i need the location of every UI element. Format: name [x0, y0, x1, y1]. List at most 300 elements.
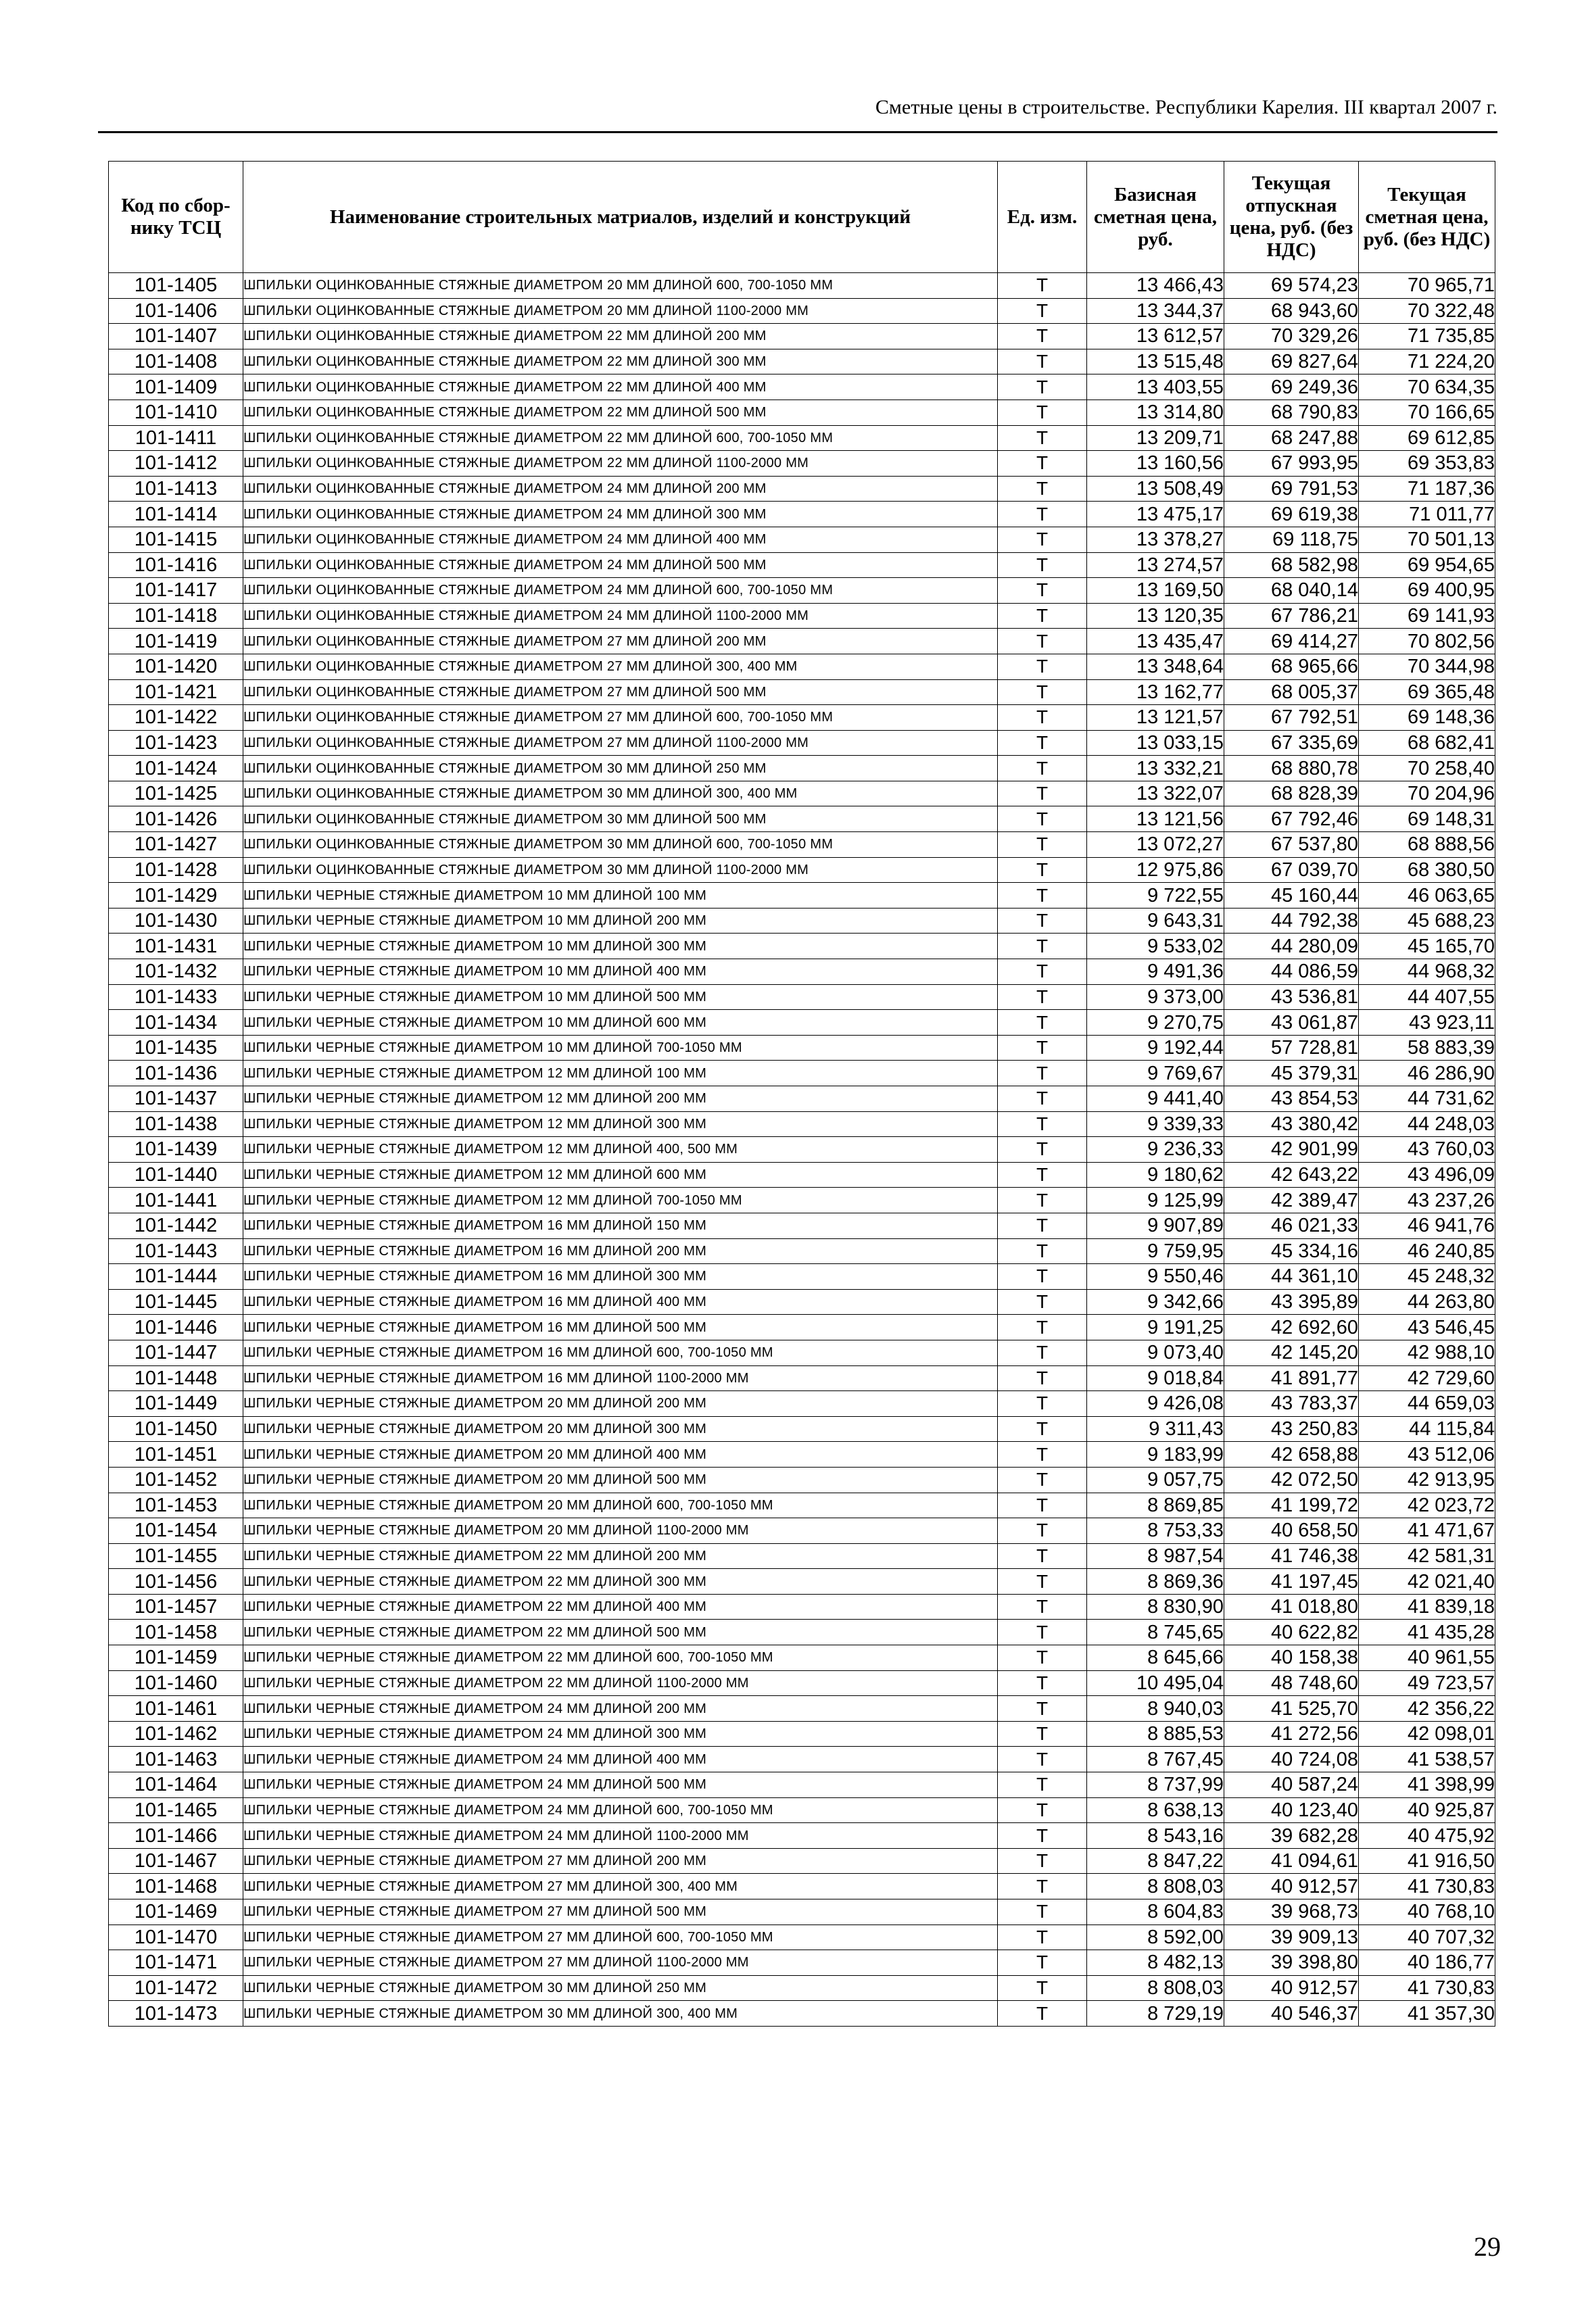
table-row [109, 1213, 1495, 1238]
cell-unit: Т [998, 806, 1087, 832]
cell-estimate-price: 40 475,92 [1359, 1823, 1495, 1849]
cell-estimate-price: 43 923,11 [1359, 1010, 1495, 1036]
cell-release-price: 42 692,60 [1224, 1315, 1359, 1340]
cell-estimate-price: 69 954,65 [1359, 552, 1495, 578]
cell-code: 101-1423 [109, 730, 243, 756]
cell-estimate-price: 40 186,77 [1359, 1950, 1495, 1976]
cell-release-price: 67 786,21 [1224, 603, 1359, 629]
cell-unit: Т [998, 1823, 1087, 1849]
cell-code: 101-1411 [109, 425, 243, 451]
cell-name: ШПИЛЬКИ ОЦИНКОВАННЫЕ СТЯЖНЫЕ ДИАМЕТРОМ 30 ММ ДЛИНОЙ 500 ММ [243, 806, 998, 832]
col-header-unit: Ед. изм. [998, 162, 1087, 273]
cell-release-price: 41 746,38 [1224, 1543, 1359, 1569]
cell-base-price: 8 808,03 [1087, 1874, 1224, 1899]
cell-code: 101-1455 [109, 1543, 243, 1569]
cell-base-price: 13 466,43 [1087, 273, 1224, 299]
cell-unit: Т [998, 1493, 1087, 1518]
table-row [109, 349, 1495, 374]
cell-code: 101-1462 [109, 1721, 243, 1747]
cell-name: ШПИЛЬКИ ЧЕРНЫЕ СТЯЖНЫЕ ДИАМЕТРОМ 12 ММ ДЛИНОЙ 400, 500 ММ [243, 1137, 998, 1163]
cell-code: 101-1448 [109, 1365, 243, 1391]
cell-base-price: 9 311,43 [1087, 1416, 1224, 1442]
cell-code: 101-1454 [109, 1518, 243, 1544]
table-row [109, 1670, 1495, 1696]
cell-code: 101-1439 [109, 1137, 243, 1163]
cell-base-price: 9 236,33 [1087, 1137, 1224, 1163]
cell-name: ШПИЛЬКИ ЧЕРНЫЕ СТЯЖНЫЕ ДИАМЕТРОМ 24 ММ ДЛИНОЙ 500 ММ [243, 1772, 998, 1798]
cell-name: ШПИЛЬКИ ЧЕРНЫЕ СТЯЖНЫЕ ДИАМЕТРОМ 27 ММ ДЛИНОЙ 300, 400 ММ [243, 1874, 998, 1899]
cell-release-price: 39 398,80 [1224, 1950, 1359, 1976]
cell-unit: Т [998, 1569, 1087, 1595]
cell-release-price: 68 965,66 [1224, 654, 1359, 679]
cell-base-price: 9 426,08 [1087, 1391, 1224, 1417]
cell-base-price: 8 847,22 [1087, 1848, 1224, 1874]
cell-base-price: 13 475,17 [1087, 502, 1224, 527]
cell-base-price: 9 125,99 [1087, 1188, 1224, 1213]
table-row [109, 806, 1495, 832]
table-row [109, 1365, 1495, 1391]
cell-estimate-price: 44 968,32 [1359, 959, 1495, 985]
cell-release-price: 67 335,69 [1224, 730, 1359, 756]
cell-base-price: 9 191,25 [1087, 1315, 1224, 1340]
cell-code: 101-1464 [109, 1772, 243, 1798]
cell-unit: Т [998, 1137, 1087, 1163]
cell-estimate-price: 46 941,76 [1359, 1213, 1495, 1238]
cell-base-price: 13 121,57 [1087, 705, 1224, 731]
cell-estimate-price: 69 365,48 [1359, 679, 1495, 705]
cell-release-price: 68 040,14 [1224, 578, 1359, 604]
cell-base-price: 13 169,50 [1087, 578, 1224, 604]
table-row [109, 400, 1495, 425]
cell-code: 101-1467 [109, 1848, 243, 1874]
table-row [109, 527, 1495, 552]
cell-unit: Т [998, 832, 1087, 858]
cell-base-price: 13 348,64 [1087, 654, 1224, 679]
cell-unit: Т [998, 527, 1087, 552]
cell-base-price: 8 604,83 [1087, 1899, 1224, 1925]
table-row [109, 476, 1495, 502]
cell-release-price: 41 199,72 [1224, 1493, 1359, 1518]
cell-base-price: 9 550,46 [1087, 1264, 1224, 1290]
cell-release-price: 43 061,87 [1224, 1010, 1359, 1036]
cell-name: ШПИЛЬКИ ОЦИНКОВАННЫЕ СТЯЖНЫЕ ДИАМЕТРОМ 30 ММ ДЛИНОЙ 1100-2000 ММ [243, 857, 998, 883]
cell-code: 101-1418 [109, 603, 243, 629]
cell-release-price: 40 912,57 [1224, 1874, 1359, 1899]
table-row [109, 502, 1495, 527]
cell-release-price: 42 643,22 [1224, 1162, 1359, 1188]
cell-base-price: 13 378,27 [1087, 527, 1224, 552]
cell-name: ШПИЛЬКИ ЧЕРНЫЕ СТЯЖНЫЕ ДИАМЕТРОМ 10 ММ ДЛИНОЙ 700-1050 ММ [243, 1035, 998, 1061]
cell-code: 101-1451 [109, 1442, 243, 1468]
cell-estimate-price: 42 913,95 [1359, 1467, 1495, 1493]
cell-estimate-price: 41 916,50 [1359, 1848, 1495, 1874]
cell-unit: Т [998, 705, 1087, 731]
table-row [109, 654, 1495, 679]
cell-release-price: 69 619,38 [1224, 502, 1359, 527]
cell-code: 101-1412 [109, 451, 243, 477]
cell-release-price: 43 783,37 [1224, 1391, 1359, 1417]
cell-estimate-price: 44 248,03 [1359, 1111, 1495, 1137]
cell-estimate-price: 49 723,57 [1359, 1670, 1495, 1696]
cell-base-price: 9 180,62 [1087, 1162, 1224, 1188]
cell-code: 101-1456 [109, 1569, 243, 1595]
table-row [109, 832, 1495, 858]
cell-name: ШПИЛЬКИ ЧЕРНЫЕ СТЯЖНЫЕ ДИАМЕТРОМ 24 ММ ДЛИНОЙ 600, 700-1050 ММ [243, 1797, 998, 1823]
cell-unit: Т [998, 654, 1087, 679]
cell-unit: Т [998, 1416, 1087, 1442]
cell-estimate-price: 41 538,57 [1359, 1747, 1495, 1772]
cell-code: 101-1406 [109, 298, 243, 324]
cell-base-price: 9 183,99 [1087, 1442, 1224, 1468]
cell-release-price: 44 086,59 [1224, 959, 1359, 985]
cell-name: ШПИЛЬКИ ЧЕРНЫЕ СТЯЖНЫЕ ДИАМЕТРОМ 20 ММ ДЛИНОЙ 400 ММ [243, 1442, 998, 1468]
cell-release-price: 68 247,88 [1224, 425, 1359, 451]
cell-release-price: 69 574,23 [1224, 273, 1359, 299]
header-rule [98, 131, 1497, 133]
cell-release-price: 42 901,99 [1224, 1137, 1359, 1163]
cell-name: ШПИЛЬКИ ОЦИНКОВАННЫЕ СТЯЖНЫЕ ДИАМЕТРОМ 22 ММ ДЛИНОЙ 600, 700-1050 ММ [243, 425, 998, 451]
cell-unit: Т [998, 324, 1087, 349]
cell-estimate-price: 43 760,03 [1359, 1137, 1495, 1163]
cell-unit: Т [998, 1467, 1087, 1493]
table-row [109, 857, 1495, 883]
cell-estimate-price: 69 612,85 [1359, 425, 1495, 451]
table-row [109, 1924, 1495, 1950]
table-row [109, 959, 1495, 985]
cell-code: 101-1468 [109, 1874, 243, 1899]
cell-code: 101-1449 [109, 1391, 243, 1417]
table-row [109, 1721, 1495, 1747]
table-row [109, 1797, 1495, 1823]
cell-code: 101-1472 [109, 1975, 243, 2001]
cell-unit: Т [998, 959, 1087, 985]
cell-name: ШПИЛЬКИ ЧЕРНЫЕ СТЯЖНЫЕ ДИАМЕТРОМ 27 ММ ДЛИНОЙ 500 ММ [243, 1899, 998, 1925]
table-row [109, 298, 1495, 324]
col-header-code: Код по сбор-нику ТСЦ [109, 162, 243, 273]
col-header-estimate-price: Текущая сметная цена, руб. (без НДС) [1359, 162, 1495, 273]
table-row [109, 578, 1495, 604]
cell-estimate-price: 45 688,23 [1359, 908, 1495, 934]
cell-base-price: 13 162,77 [1087, 679, 1224, 705]
cell-code: 101-1453 [109, 1493, 243, 1518]
cell-code: 101-1435 [109, 1035, 243, 1061]
cell-base-price: 9 769,67 [1087, 1061, 1224, 1086]
cell-estimate-price: 41 839,18 [1359, 1594, 1495, 1620]
cell-estimate-price: 46 240,85 [1359, 1238, 1495, 1264]
cell-estimate-price: 41 730,83 [1359, 1874, 1495, 1899]
cell-name: ШПИЛЬКИ ЧЕРНЫЕ СТЯЖНЫЕ ДИАМЕТРОМ 16 ММ ДЛИНОЙ 500 ММ [243, 1315, 998, 1340]
cell-release-price: 40 912,57 [1224, 1975, 1359, 2001]
cell-base-price: 13 515,48 [1087, 349, 1224, 374]
table-row [109, 1645, 1495, 1671]
cell-code: 101-1450 [109, 1416, 243, 1442]
cell-estimate-price: 41 398,99 [1359, 1772, 1495, 1798]
cell-name: ШПИЛЬКИ ЧЕРНЫЕ СТЯЖНЫЕ ДИАМЕТРОМ 22 ММ ДЛИНОЙ 400 ММ [243, 1594, 998, 1620]
cell-code: 101-1414 [109, 502, 243, 527]
cell-base-price: 13 033,15 [1087, 730, 1224, 756]
cell-unit: Т [998, 1010, 1087, 1036]
cell-name: ШПИЛЬКИ ОЦИНКОВАННЫЕ СТЯЖНЫЕ ДИАМЕТРОМ 22 ММ ДЛИНОЙ 300 ММ [243, 349, 998, 374]
cell-code: 101-1422 [109, 705, 243, 731]
table-row [109, 1391, 1495, 1417]
cell-unit: Т [998, 857, 1087, 883]
cell-estimate-price: 44 659,03 [1359, 1391, 1495, 1417]
cell-estimate-price: 42 098,01 [1359, 1721, 1495, 1747]
cell-base-price: 8 737,99 [1087, 1772, 1224, 1798]
cell-code: 101-1446 [109, 1315, 243, 1340]
cell-code: 101-1461 [109, 1696, 243, 1722]
cell-code: 101-1463 [109, 1747, 243, 1772]
cell-estimate-price: 69 141,93 [1359, 603, 1495, 629]
cell-base-price: 8 885,53 [1087, 1721, 1224, 1747]
cell-unit: Т [998, 298, 1087, 324]
cell-name: ШПИЛЬКИ ОЦИНКОВАННЫЕ СТЯЖНЫЕ ДИАМЕТРОМ 22 ММ ДЛИНОЙ 1100-2000 ММ [243, 451, 998, 477]
cell-unit: Т [998, 1594, 1087, 1620]
cell-base-price: 9 192,44 [1087, 1035, 1224, 1061]
cell-code: 101-1430 [109, 908, 243, 934]
table-row [109, 273, 1495, 299]
cell-name: ШПИЛЬКИ ЧЕРНЫЕ СТЯЖНЫЕ ДИАМЕТРОМ 22 ММ ДЛИНОЙ 1100-2000 ММ [243, 1670, 998, 1696]
cell-code: 101-1413 [109, 476, 243, 502]
cell-estimate-price: 44 731,62 [1359, 1086, 1495, 1112]
cell-code: 101-1415 [109, 527, 243, 552]
cell-name: ШПИЛЬКИ ЧЕРНЫЕ СТЯЖНЫЕ ДИАМЕТРОМ 12 ММ ДЛИНОЙ 200 ММ [243, 1086, 998, 1112]
col-header-release-price: Текущая отпускная цена, руб. (без НДС) [1224, 162, 1359, 273]
cell-release-price: 57 728,81 [1224, 1035, 1359, 1061]
cell-unit: Т [998, 1950, 1087, 1976]
cell-code: 101-1452 [109, 1467, 243, 1493]
cell-release-price: 44 792,38 [1224, 908, 1359, 934]
cell-release-price: 70 329,26 [1224, 324, 1359, 349]
cell-unit: Т [998, 908, 1087, 934]
table-row [109, 1010, 1495, 1036]
cell-code: 101-1405 [109, 273, 243, 299]
cell-base-price: 9 907,89 [1087, 1213, 1224, 1238]
cell-name: ШПИЛЬКИ ЧЕРНЫЕ СТЯЖНЫЕ ДИАМЕТРОМ 20 ММ ДЛИНОЙ 300 ММ [243, 1416, 998, 1442]
cell-release-price: 40 622,82 [1224, 1620, 1359, 1645]
cell-name: ШПИЛЬКИ ЧЕРНЫЕ СТЯЖНЫЕ ДИАМЕТРОМ 22 ММ ДЛИНОЙ 600, 700-1050 ММ [243, 1645, 998, 1671]
cell-code: 101-1444 [109, 1264, 243, 1290]
cell-name: ШПИЛЬКИ ОЦИНКОВАННЫЕ СТЯЖНЫЕ ДИАМЕТРОМ 24 ММ ДЛИНОЙ 600, 700-1050 ММ [243, 578, 998, 604]
cell-estimate-price: 40 961,55 [1359, 1645, 1495, 1671]
cell-release-price: 40 587,24 [1224, 1772, 1359, 1798]
cell-release-price: 67 792,51 [1224, 705, 1359, 731]
table-row [109, 1467, 1495, 1493]
cell-code: 101-1424 [109, 756, 243, 781]
cell-base-price: 9 373,00 [1087, 984, 1224, 1010]
cell-estimate-price: 70 166,65 [1359, 400, 1495, 425]
cell-unit: Т [998, 502, 1087, 527]
cell-base-price: 13 612,57 [1087, 324, 1224, 349]
table-row [109, 1188, 1495, 1213]
table-row [109, 756, 1495, 781]
cell-unit: Т [998, 1061, 1087, 1086]
table-row [109, 1315, 1495, 1340]
cell-code: 101-1443 [109, 1238, 243, 1264]
cell-base-price: 8 638,13 [1087, 1797, 1224, 1823]
cell-name: ШПИЛЬКИ ЧЕРНЫЕ СТЯЖНЫЕ ДИАМЕТРОМ 10 ММ ДЛИНОЙ 600 ММ [243, 1010, 998, 1036]
cell-base-price: 13 344,37 [1087, 298, 1224, 324]
cell-unit: Т [998, 1620, 1087, 1645]
cell-name: ШПИЛЬКИ ЧЕРНЫЕ СТЯЖНЫЕ ДИАМЕТРОМ 12 ММ ДЛИНОЙ 300 ММ [243, 1111, 998, 1137]
cell-unit: Т [998, 1899, 1087, 1925]
cell-unit: Т [998, 934, 1087, 959]
table-row [109, 934, 1495, 959]
cell-name: ШПИЛЬКИ ЧЕРНЫЕ СТЯЖНЫЕ ДИАМЕТРОМ 22 ММ ДЛИНОЙ 500 ММ [243, 1620, 998, 1645]
cell-name: ШПИЛЬКИ ЧЕРНЫЕ СТЯЖНЫЕ ДИАМЕТРОМ 16 ММ ДЛИНОЙ 600, 700-1050 ММ [243, 1340, 998, 1365]
cell-base-price: 8 592,00 [1087, 1924, 1224, 1950]
table-row [109, 1594, 1495, 1620]
cell-name: ШПИЛЬКИ ЧЕРНЫЕ СТЯЖНЫЕ ДИАМЕТРОМ 27 ММ ДЛИНОЙ 1100-2000 ММ [243, 1950, 998, 1976]
cell-release-price: 41 272,56 [1224, 1721, 1359, 1747]
cell-base-price: 9 339,33 [1087, 1111, 1224, 1137]
cell-estimate-price: 45 248,32 [1359, 1264, 1495, 1290]
cell-unit: Т [998, 1924, 1087, 1950]
cell-unit: Т [998, 273, 1087, 299]
cell-estimate-price: 42 581,31 [1359, 1543, 1495, 1569]
cell-estimate-price: 44 407,55 [1359, 984, 1495, 1010]
table-row [109, 1442, 1495, 1468]
cell-estimate-price: 68 888,56 [1359, 832, 1495, 858]
cell-name: ШПИЛЬКИ ЧЕРНЫЕ СТЯЖНЫЕ ДИАМЕТРОМ 20 ММ ДЛИНОЙ 500 ММ [243, 1467, 998, 1493]
cell-base-price: 9 533,02 [1087, 934, 1224, 959]
cell-code: 101-1426 [109, 806, 243, 832]
cell-base-price: 9 057,75 [1087, 1467, 1224, 1493]
cell-estimate-price: 70 634,35 [1359, 374, 1495, 400]
cell-name: ШПИЛЬКИ ОЦИНКОВАННЫЕ СТЯЖНЫЕ ДИАМЕТРОМ 22 ММ ДЛИНОЙ 200 ММ [243, 324, 998, 349]
cell-release-price: 41 891,77 [1224, 1365, 1359, 1391]
table-row [109, 552, 1495, 578]
cell-release-price: 68 005,37 [1224, 679, 1359, 705]
cell-release-price: 43 536,81 [1224, 984, 1359, 1010]
cell-base-price: 9 018,84 [1087, 1365, 1224, 1391]
col-header-base-price: Базисная сметная цена, руб. [1087, 162, 1224, 273]
cell-estimate-price: 40 707,32 [1359, 1924, 1495, 1950]
cell-estimate-price: 71 224,20 [1359, 349, 1495, 374]
cell-code: 101-1429 [109, 883, 243, 909]
cell-unit: Т [998, 781, 1087, 806]
cell-name: ШПИЛЬКИ ОЦИНКОВАННЫЕ СТЯЖНЫЕ ДИАМЕТРОМ 20 ММ ДЛИНОЙ 1100-2000 ММ [243, 298, 998, 324]
cell-estimate-price: 42 988,10 [1359, 1340, 1495, 1365]
table-row [109, 1111, 1495, 1137]
cell-unit: Т [998, 1111, 1087, 1137]
cell-code: 101-1425 [109, 781, 243, 806]
cell-estimate-price: 46 286,90 [1359, 1061, 1495, 1086]
cell-release-price: 67 993,95 [1224, 451, 1359, 477]
cell-name: ШПИЛЬКИ ОЦИНКОВАННЫЕ СТЯЖНЫЕ ДИАМЕТРОМ 24 ММ ДЛИНОЙ 500 ММ [243, 552, 998, 578]
cell-base-price: 8 869,85 [1087, 1493, 1224, 1518]
cell-estimate-price: 43 237,26 [1359, 1188, 1495, 1213]
cell-estimate-price: 70 204,96 [1359, 781, 1495, 806]
cell-name: ШПИЛЬКИ ЧЕРНЫЕ СТЯЖНЫЕ ДИАМЕТРОМ 27 ММ ДЛИНОЙ 600, 700-1050 ММ [243, 1924, 998, 1950]
table-row [109, 1874, 1495, 1899]
cell-code: 101-1428 [109, 857, 243, 883]
cell-release-price: 44 280,09 [1224, 934, 1359, 959]
cell-name: ШПИЛЬКИ ОЦИНКОВАННЫЕ СТЯЖНЫЕ ДИАМЕТРОМ 24 ММ ДЛИНОЙ 1100-2000 ММ [243, 603, 998, 629]
cell-base-price: 12 975,86 [1087, 857, 1224, 883]
cell-name: ШПИЛЬКИ ОЦИНКОВАННЫЕ СТЯЖНЫЕ ДИАМЕТРОМ 30 ММ ДЛИНОЙ 600, 700-1050 ММ [243, 832, 998, 858]
cell-unit: Т [998, 349, 1087, 374]
table-row [109, 705, 1495, 731]
cell-code: 101-1408 [109, 349, 243, 374]
table-row [109, 781, 1495, 806]
cell-release-price: 45 334,16 [1224, 1238, 1359, 1264]
cell-unit: Т [998, 1391, 1087, 1417]
cell-unit: Т [998, 1264, 1087, 1290]
cell-name: ШПИЛЬКИ ОЦИНКОВАННЫЕ СТЯЖНЫЕ ДИАМЕТРОМ 27 ММ ДЛИНОЙ 1100-2000 ММ [243, 730, 998, 756]
cell-name: ШПИЛЬКИ ЧЕРНЫЕ СТЯЖНЫЕ ДИАМЕТРОМ 22 ММ ДЛИНОЙ 200 ММ [243, 1543, 998, 1569]
cell-unit: Т [998, 1797, 1087, 1823]
cell-release-price: 68 828,39 [1224, 781, 1359, 806]
cell-name: ШПИЛЬКИ ЧЕРНЫЕ СТЯЖНЫЕ ДИАМЕТРОМ 22 ММ ДЛИНОЙ 300 ММ [243, 1569, 998, 1595]
cell-estimate-price: 70 258,40 [1359, 756, 1495, 781]
cell-base-price: 13 274,57 [1087, 552, 1224, 578]
cell-release-price: 42 072,50 [1224, 1467, 1359, 1493]
table-row [109, 1238, 1495, 1264]
cell-name: ШПИЛЬКИ ОЦИНКОВАННЫЕ СТЯЖНЫЕ ДИАМЕТРОМ 27 ММ ДЛИНОЙ 500 ММ [243, 679, 998, 705]
cell-base-price: 8 987,54 [1087, 1543, 1224, 1569]
cell-unit: Т [998, 1213, 1087, 1238]
cell-code: 101-1410 [109, 400, 243, 425]
cell-base-price: 13 160,56 [1087, 451, 1224, 477]
cell-base-price: 13 314,80 [1087, 400, 1224, 425]
cell-release-price: 40 123,40 [1224, 1797, 1359, 1823]
cell-unit: Т [998, 400, 1087, 425]
cell-release-price: 41 094,61 [1224, 1848, 1359, 1874]
cell-release-price: 40 158,38 [1224, 1645, 1359, 1671]
table-row [109, 1823, 1495, 1849]
cell-code: 101-1433 [109, 984, 243, 1010]
cell-base-price: 10 495,04 [1087, 1670, 1224, 1696]
cell-name: ШПИЛЬКИ ЧЕРНЫЕ СТЯЖНЫЕ ДИАМЕТРОМ 16 ММ ДЛИНОЙ 200 ММ [243, 1238, 998, 1264]
cell-unit: Т [998, 629, 1087, 654]
table-row [109, 374, 1495, 400]
cell-release-price: 40 724,08 [1224, 1747, 1359, 1772]
table-body [109, 273, 1495, 2027]
cell-release-price: 41 197,45 [1224, 1569, 1359, 1595]
table-row [109, 679, 1495, 705]
cell-code: 101-1436 [109, 1061, 243, 1086]
cell-estimate-price: 42 023,72 [1359, 1493, 1495, 1518]
table-row [109, 1848, 1495, 1874]
cell-code: 101-1421 [109, 679, 243, 705]
cell-unit: Т [998, 1975, 1087, 2001]
table-row [109, 324, 1495, 349]
cell-unit: Т [998, 984, 1087, 1010]
cell-unit: Т [998, 1518, 1087, 1544]
cell-estimate-price: 70 965,71 [1359, 273, 1495, 299]
cell-name: ШПИЛЬКИ ЧЕРНЫЕ СТЯЖНЫЕ ДИАМЕТРОМ 12 ММ ДЛИНОЙ 100 ММ [243, 1061, 998, 1086]
cell-unit: Т [998, 1035, 1087, 1061]
cell-base-price: 9 759,95 [1087, 1238, 1224, 1264]
cell-unit: Т [998, 476, 1087, 502]
table-row [109, 1569, 1495, 1595]
cell-unit: Т [998, 1238, 1087, 1264]
cell-name: ШПИЛЬКИ ОЦИНКОВАННЫЕ СТЯЖНЫЕ ДИАМЕТРОМ 30 ММ ДЛИНОЙ 250 ММ [243, 756, 998, 781]
cell-estimate-price: 42 729,60 [1359, 1365, 1495, 1391]
cell-base-price: 9 722,55 [1087, 883, 1224, 909]
cell-name: ШПИЛЬКИ ЧЕРНЫЕ СТЯЖНЫЕ ДИАМЕТРОМ 24 ММ ДЛИНОЙ 1100-2000 ММ [243, 1823, 998, 1849]
cell-code: 101-1432 [109, 959, 243, 985]
cell-unit: Т [998, 451, 1087, 477]
page-number: 29 [1474, 2231, 1501, 2262]
cell-name: ШПИЛЬКИ ЧЕРНЫЕ СТЯЖНЫЕ ДИАМЕТРОМ 16 ММ ДЛИНОЙ 300 ММ [243, 1264, 998, 1290]
cell-code: 101-1458 [109, 1620, 243, 1645]
cell-unit: Т [998, 883, 1087, 909]
cell-base-price: 9 073,40 [1087, 1340, 1224, 1365]
price-table [108, 161, 1495, 2027]
cell-code: 101-1427 [109, 832, 243, 858]
